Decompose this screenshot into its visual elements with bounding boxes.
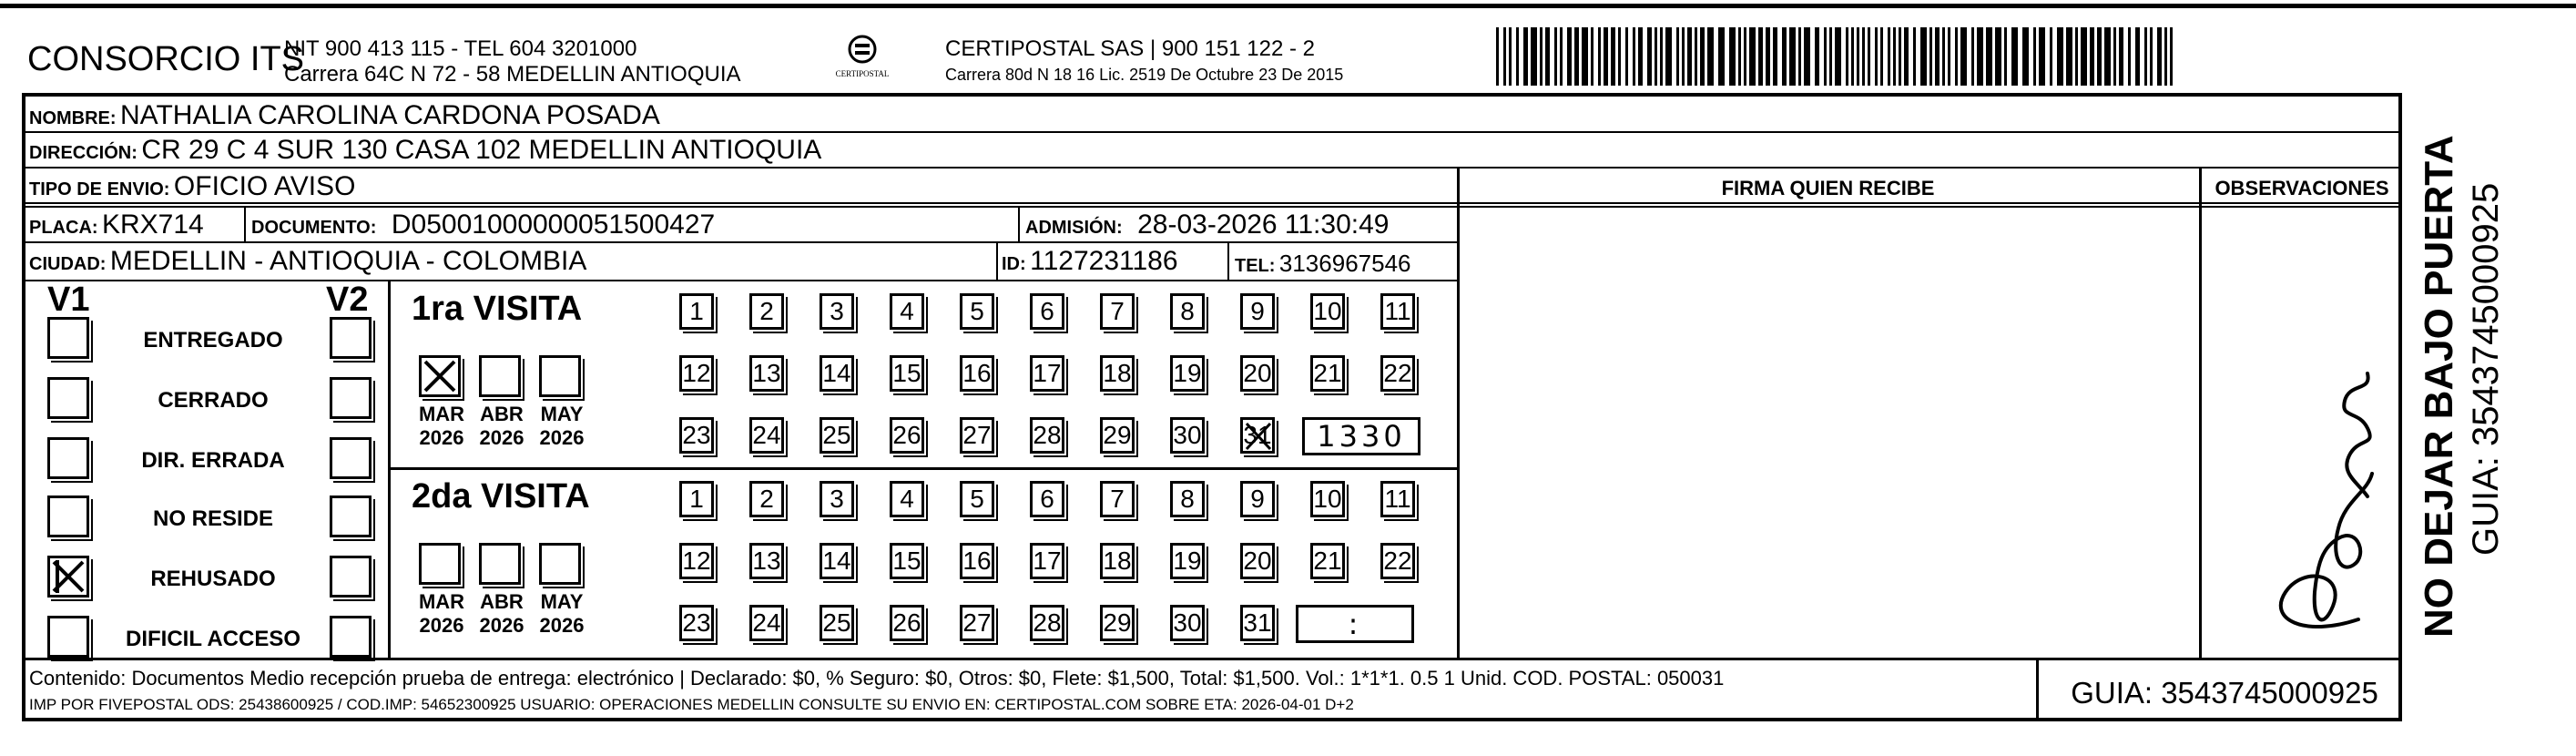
day-box[interactable]: 24: [749, 605, 784, 641]
barcode: [1496, 27, 2179, 91]
day-box[interactable]: 19: [1170, 543, 1205, 579]
barcode-bar: [1695, 27, 1697, 86]
barcode-bar: [1660, 27, 1663, 86]
documento-value: D05001000000051500427: [391, 209, 716, 240]
barcode-bar: [1846, 27, 1848, 86]
id-value: 1127231186: [1030, 246, 1178, 276]
day-box[interactable]: 5: [960, 293, 994, 330]
top-border: [0, 4, 2576, 8]
day-box[interactable]: 14: [820, 355, 854, 392]
barcode-bar: [1665, 27, 1672, 86]
day-box[interactable]: 1: [679, 481, 714, 517]
v1-checkbox[interactable]: [47, 377, 89, 419]
barcode-bar: [1868, 27, 1870, 86]
barcode-bar: [1744, 27, 1746, 86]
day-box[interactable]: 10: [1310, 293, 1345, 330]
v2-checkbox[interactable]: [330, 317, 372, 359]
barcode-bar: [2170, 27, 2173, 86]
visit-title: 1ra VISITA: [412, 290, 583, 328]
v1-checkbox[interactable]: [47, 556, 89, 598]
month-label: MAY 2026: [539, 590, 585, 637]
tipo-value: OFICIO AVISO: [173, 171, 356, 201]
barcode-bar: [1625, 27, 1628, 86]
day-box[interactable]: 17: [1030, 355, 1064, 392]
day-box[interactable]: 16: [960, 355, 994, 392]
barcode-bar: [2119, 27, 2123, 86]
barcode-bar: [1560, 27, 1563, 86]
barcode-bar: [1960, 27, 1967, 86]
barcode-bar: [2104, 27, 2111, 86]
day-box[interactable]: 20: [1240, 543, 1275, 579]
barcode-bar: [1707, 27, 1714, 86]
barcode-bar: [1618, 27, 1621, 86]
barcode-bar: [2022, 27, 2029, 86]
company-name: CONSORCIO ITS: [27, 40, 305, 78]
direccion-label: DIRECCIÓN:: [29, 143, 137, 163]
barcode-bar: [1971, 27, 1974, 86]
day-box[interactable]: 23: [679, 417, 714, 454]
barcode-bar: [1857, 27, 1859, 86]
day-box[interactable]: 15: [890, 355, 924, 392]
barcode-bar: [1687, 27, 1692, 86]
barcode-bar: [1904, 27, 1909, 86]
barcode-bar: [1591, 27, 1593, 86]
status-label: ENTREGADO: [143, 328, 283, 352]
v1-header: V1: [47, 281, 90, 319]
day-box[interactable]: 27: [960, 605, 994, 641]
barcode-bar: [1531, 27, 1537, 86]
day-box[interactable]: 25: [820, 417, 854, 454]
barcode-bar: [2033, 27, 2036, 86]
v2-checkbox[interactable]: [330, 616, 372, 658]
barcode-bar: [1929, 27, 1932, 86]
v1-checkbox[interactable]: [47, 317, 89, 359]
check-x-icon: [1243, 420, 1274, 453]
barcode-bar: [2090, 27, 2094, 86]
barcode-bar: [1948, 27, 1950, 86]
day-box[interactable]: 20: [1240, 355, 1275, 392]
barcode-bar: [2150, 27, 2153, 86]
id-label: ID:: [1002, 254, 1026, 274]
v1-checkbox[interactable]: [47, 495, 89, 537]
placa-label: PLACA:: [29, 218, 98, 238]
side-warning: NO DEJAR BAJO PUERTA: [2417, 135, 2461, 638]
day-box[interactable]: 19: [1170, 355, 1205, 392]
barcode-bar: [1899, 27, 1901, 86]
barcode-bar: [1554, 27, 1557, 86]
admision-label: ADMISIÓN:: [1025, 218, 1123, 238]
day-box[interactable]: 21: [1310, 543, 1345, 579]
day-box[interactable]: 23: [679, 605, 714, 641]
barcode-bar: [1913, 27, 1916, 86]
day-box[interactable]: 14: [820, 543, 854, 579]
status-label: CERRADO: [158, 388, 269, 413]
day-box[interactable]: 18: [1100, 355, 1135, 392]
barcode-bar: [1516, 27, 1519, 86]
barcode-bar: [1738, 27, 1741, 86]
day-box[interactable]: 17: [1030, 543, 1064, 579]
barcode-bar: [2011, 27, 2018, 86]
barcode-bar: [1955, 27, 1958, 86]
barcode-bar: [1604, 27, 1608, 86]
day-box[interactable]: 8: [1170, 481, 1205, 517]
day-box[interactable]: 4: [890, 293, 924, 330]
day-box[interactable]: 24: [749, 417, 784, 454]
v2-header: V2: [326, 281, 369, 319]
day-box[interactable]: 31: [1240, 605, 1275, 641]
day-box[interactable]: 30: [1170, 417, 1205, 454]
carrier-logo-text: CERTIPOSTAL: [835, 69, 890, 78]
day-box[interactable]: 3: [820, 481, 854, 517]
v2-checkbox[interactable]: [330, 556, 372, 598]
barcode-bar: [1638, 27, 1643, 86]
status-label: DIFICIL ACCESO: [125, 627, 300, 651]
ciudad-label: CIUDAD:: [29, 254, 107, 274]
day-box[interactable]: 12: [679, 355, 714, 392]
day-box[interactable]: 29: [1100, 417, 1135, 454]
barcode-bar: [2157, 27, 2162, 86]
month-label: MAR 2026: [418, 590, 465, 637]
day-box[interactable]: 9: [1240, 481, 1275, 517]
barcode-bar: [1540, 27, 1543, 86]
barcode-bar: [1758, 27, 1763, 86]
barcode-bar: [1729, 27, 1736, 86]
admision-value: 28-03-2026 11:30:49: [1137, 209, 1390, 240]
barcode-bar: [1888, 27, 1890, 86]
day-box[interactable]: 11: [1380, 481, 1415, 517]
v2-checkbox[interactable]: [330, 437, 372, 479]
month-checkbox[interactable]: [419, 543, 461, 585]
barcode-bar: [2004, 27, 2007, 86]
day-box[interactable]: 10: [1310, 481, 1345, 517]
barcode-bar: [1995, 27, 2001, 86]
barcode-bar: [2057, 27, 2063, 86]
day-box[interactable]: 11: [1380, 293, 1415, 330]
month-checkbox[interactable]: [539, 355, 581, 397]
barcode-bar: [1718, 27, 1725, 86]
barcode-bar: [1935, 27, 1940, 86]
day-box[interactable]: 6: [1030, 481, 1064, 517]
barcode-bar: [1647, 27, 1652, 86]
day-box[interactable]: 7: [1100, 481, 1135, 517]
barcode-bar: [2081, 27, 2087, 86]
barcode-bar: [1766, 27, 1770, 86]
day-box[interactable]: 26: [890, 417, 924, 454]
barcode-bar: [2097, 27, 2102, 86]
tel-label: TEL:: [1235, 256, 1276, 276]
month-checkbox[interactable]: [539, 543, 581, 585]
v1-checkbox[interactable]: [47, 616, 89, 658]
barcode-bar: [1749, 27, 1756, 86]
day-box[interactable]: 13: [749, 543, 784, 579]
firma-header: FIRMA QUIEN RECIBE: [1721, 177, 1935, 199]
time-box[interactable]: 1330: [1302, 417, 1420, 455]
day-box[interactable]: 2: [749, 293, 784, 330]
v2-checkbox[interactable]: [330, 495, 372, 537]
visit-title: 2da VISITA: [412, 477, 590, 516]
barcode-bar: [1920, 27, 1927, 86]
barcode-bar: [1655, 27, 1657, 86]
barcode-bar: [1598, 27, 1601, 86]
company-line1: NIT 900 413 115 - TEL 604 3201000: [284, 36, 637, 61]
barcode-bar: [1880, 27, 1883, 86]
barcode-bar: [2135, 27, 2140, 86]
barcode-bar: [1496, 27, 1499, 86]
barcode-bar: [1815, 27, 1819, 86]
barcode-bar: [1986, 27, 1992, 86]
month-label: ABR 2026: [479, 403, 524, 449]
side-guia: GUIA: 3543745000925: [2466, 182, 2506, 556]
barcode-bar: [1835, 27, 1841, 86]
barcode-bar: [1804, 27, 1810, 86]
barcode-bar: [2075, 27, 2078, 86]
day-box[interactable]: 2: [749, 481, 784, 517]
day-box[interactable]: 12: [679, 543, 714, 579]
barcode-bar: [1862, 27, 1865, 86]
barcode-bar: [2050, 27, 2052, 86]
barcode-bar: [1782, 27, 1787, 86]
day-box[interactable]: 25: [820, 605, 854, 641]
nombre-value: NATHALIA CAROLINA CARDONA POSADA: [120, 100, 660, 130]
time-box[interactable]: :: [1296, 605, 1414, 643]
barcode-bar: [1798, 27, 1801, 86]
day-box[interactable]: 22: [1380, 355, 1415, 392]
barcode-bar: [1503, 27, 1506, 86]
barcode-bar: [2128, 27, 2131, 86]
day-box[interactable]: 28: [1030, 417, 1064, 454]
direccion-value: CR 29 C 4 SUR 130 CASA 102 MEDELLIN ANTIOQUIA: [141, 135, 822, 165]
month-checkbox[interactable]: [479, 355, 521, 397]
status-label: REHUSADO: [150, 567, 276, 591]
day-box[interactable]: 18: [1100, 543, 1135, 579]
v2-checkbox[interactable]: [330, 377, 372, 419]
day-box[interactable]: 27: [960, 417, 994, 454]
day-box[interactable]: 26: [890, 605, 924, 641]
day-box[interactable]: 7: [1100, 293, 1135, 330]
barcode-bar: [1851, 27, 1854, 86]
signature: [2231, 346, 2395, 647]
v1-checkbox[interactable]: [47, 437, 89, 479]
barcode-bar: [1893, 27, 1896, 86]
barcode-bar: [1582, 27, 1588, 86]
barcode-bar: [1682, 27, 1685, 86]
barcode-bar: [1824, 27, 1827, 86]
barcode-bar: [1773, 27, 1777, 86]
day-box[interactable]: 29: [1100, 605, 1135, 641]
check-x-icon: [422, 358, 458, 394]
footer-line1: Contenido: Documentos Medio recepción prueba de entrega: electrónico | Declarado: $0, % Seguro: $0, Otros: $0, Flete: $1,500, Total: $1,500. Vol.: 1*1*1. 0.5 1 Unid. COD. POSTAL: 050031: [29, 667, 1725, 690]
barcode-bar: [1789, 27, 1796, 86]
day-box[interactable]: 1: [679, 293, 714, 330]
barcode-bar: [1676, 27, 1679, 86]
day-box[interactable]: 22: [1380, 543, 1415, 579]
carrier-logo: [830, 31, 894, 86]
day-box[interactable]: 30: [1170, 605, 1205, 641]
day-box[interactable]: 28: [1030, 605, 1064, 641]
status-label: NO RESIDE: [152, 506, 274, 531]
day-box[interactable]: 13: [749, 355, 784, 392]
day-box[interactable]: 9: [1240, 293, 1275, 330]
barcode-bar: [2066, 27, 2072, 86]
company-line2: Carrera 64C N 72 - 58 MEDELLIN ANTIOQUIA: [284, 62, 741, 87]
placa-value: KRX714: [102, 209, 204, 240]
barcode-bar: [2144, 27, 2147, 86]
barcode-bar: [1829, 27, 1832, 86]
barcode-bar: [2039, 27, 2045, 86]
carrier-line1: CERTIPOSTAL SAS | 900 151 122 - 2: [945, 36, 1315, 61]
carrier-line2: Carrera 80d N 18 16 Lic. 2519 De Octubre 23 De 2015: [945, 66, 1344, 84]
barcode-bar: [1509, 27, 1512, 86]
documento-label: DOCUMENTO:: [251, 218, 377, 238]
barcode-bar: [1875, 27, 1878, 86]
barcode-bar: [1523, 27, 1528, 86]
month-checkbox[interactable]: [419, 355, 461, 397]
day-box[interactable]: 3: [820, 293, 854, 330]
month-checkbox[interactable]: [479, 543, 521, 585]
barcode-bar: [1633, 27, 1635, 86]
day-box-marked[interactable]: 31: [1240, 417, 1275, 454]
day-box[interactable]: 5: [960, 481, 994, 517]
observaciones-header: OBSERVACIONES: [2215, 177, 2389, 199]
tel-value: 3136967546: [1278, 250, 1411, 277]
day-box[interactable]: 8: [1170, 293, 1205, 330]
status-label: DIR. ERRADA: [141, 448, 285, 473]
nombre-label: NOMBRE:: [29, 108, 117, 128]
footer-guia: GUIA: 3543745000925: [2071, 676, 2378, 710]
barcode-bar: [1574, 27, 1579, 86]
day-box[interactable]: 4: [890, 481, 924, 517]
barcode-bar: [1611, 27, 1615, 86]
month-label: MAR 2026: [418, 403, 465, 449]
barcode-bar: [2113, 27, 2116, 86]
month-label: MAY 2026: [539, 403, 585, 449]
barcode-bar: [1942, 27, 1945, 86]
month-label: ABR 2026: [479, 590, 524, 637]
tipo-label: TIPO DE ENVIO:: [29, 179, 170, 199]
day-box[interactable]: 15: [890, 543, 924, 579]
ciudad-value: MEDELLIN - ANTIOQUIA - COLOMBIA: [109, 246, 587, 276]
check-x-icon: [50, 558, 87, 595]
barcode-bar: [1700, 27, 1705, 86]
day-box[interactable]: 16: [960, 543, 994, 579]
day-box[interactable]: 6: [1030, 293, 1064, 330]
barcode-bar: [1977, 27, 1983, 86]
footer-line2: IMP POR FIVEPOSTAL ODS: 25438600925 / COD.IMP: 54652300925 USUARIO: OPERACIONES MEDELLIN CONSULTE SU ENVIO EN: CERTIPOSTAL.COM SOBRE ETA: 2026-04-01 D+2: [29, 696, 1354, 713]
barcode-bar: [1567, 27, 1572, 86]
barcode-bar: [1545, 27, 1550, 86]
day-box[interactable]: 21: [1310, 355, 1345, 392]
barcode-bar: [2164, 27, 2167, 86]
